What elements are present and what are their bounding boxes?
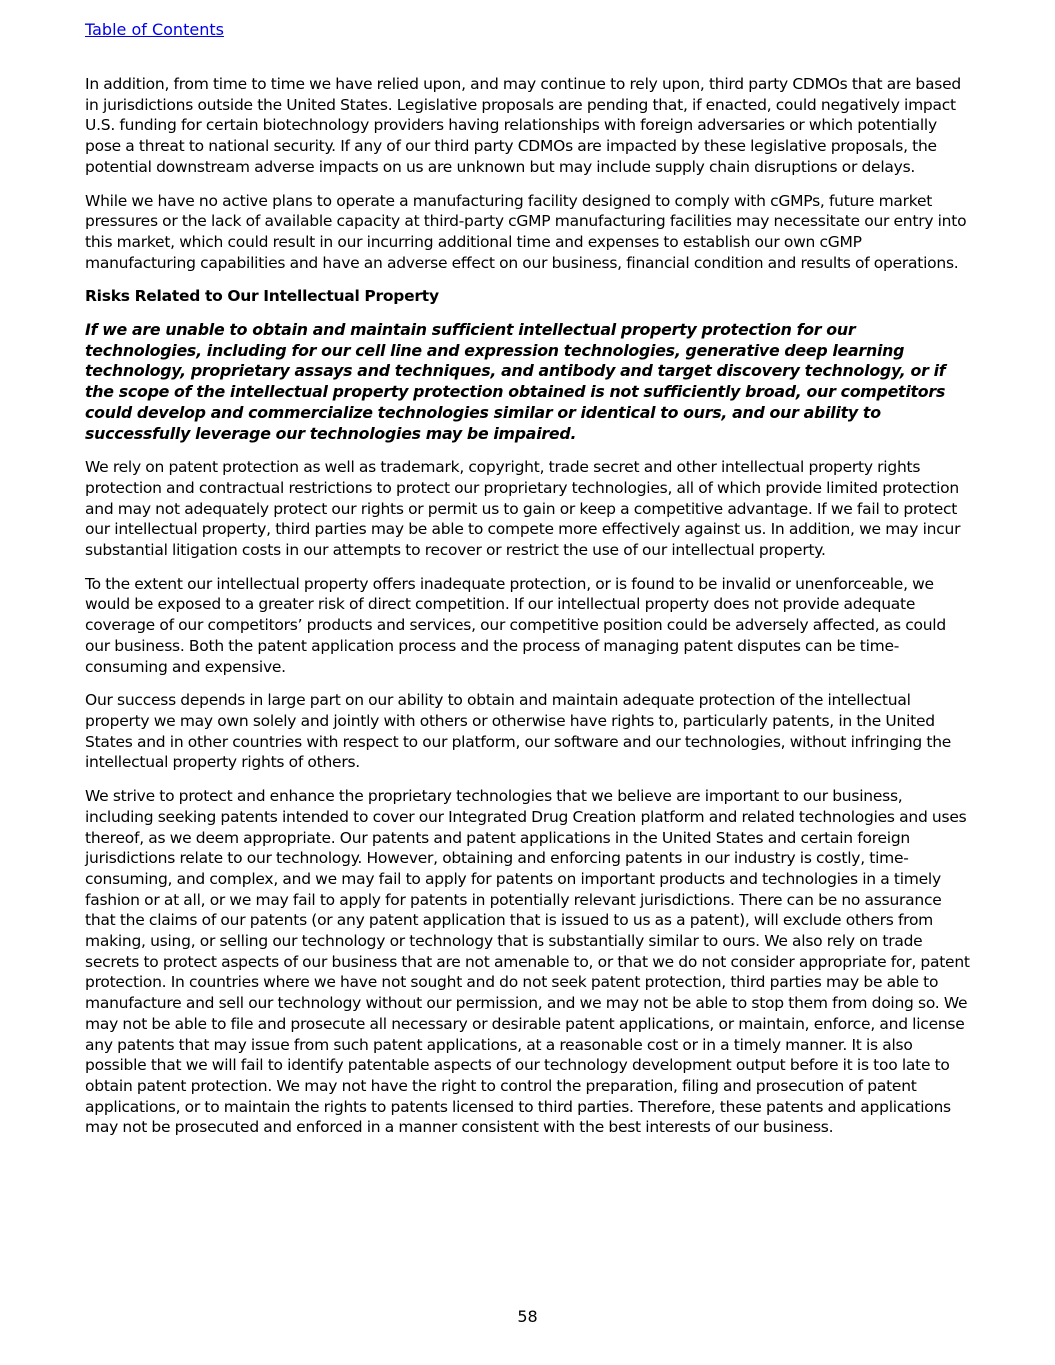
paragraph-strive-to-protect: We strive to protect and enhance the proprietary technologies that we believe are important to our business, including seeking patents intended to cover our Integrated Drug Creation platform and related technologies and uses thereof, as we deem appropriate. Our patents and patent applications in the United States and certain foreign jurisdictions relate to our technology. However, obtaining and enforcing patents in our industry is costly, time-consuming, and complex, and we may fail to apply for patents on important products and technologies in a timely fashion or at all, or we may fail to apply for patents in potentially relevant jurisdictions. There can be no assurance that the claims of our patents (or any patent application that is issued to us as a patent), will exclude others from making, using, or selling our technology or technology that is substantially similar to ours. We also rely on trade secrets to protect aspects of our business that are not amenable to, or that we do not consider appropriate for, patent protection. In countries where we have not sought and do not seek patent protection, third parties may be able to manufacture and sell our technology without our permission, and we may not be able to stop them from doing so. We may not be able to file and prosecute all necessary or desirable patent applications, or maintain, enforce, and license any patents that may issue from such patent applications, at a reasonable cost or in a timely manner. It is also possible that we will fail to identify patentable aspects of our technology development output before it is too late to obtain patent protection. We may not have the right to control the preparation, filing and prosecution of patent applications, or to maintain the rights to patents licensed to third parties. Therefore, these patents and applications may not be prosecuted and enforced in a manner consistent with the best interests of our business.	[85, 787, 970, 1137]
document-page	[85, 18, 970, 1151]
paragraph-manufacturing-facility: While we have no active plans to operate a manufacturing facility designed to comply with cGMPs, future market pressures or the lack of available capacity at third-party cGMP manufacturing facilities may necessitate our entry into this market, which could result in our incurring additional time and expenses to establish our own cGMP manufacturing capabilities and have an adverse effect on our business, financial condition and results of operations.	[85, 191, 967, 272]
paragraph-success-depends: Our success depends in large part on our ability to obtain and maintain adequate protection of the intellectual property we may own solely and jointly with others or otherwise have rights to, particularly patents, in the United States and in other countries with respect to our platform, our software and our technologies, without infringing the intellectual property rights of others.	[85, 691, 952, 772]
paragraph-inadequate-protection: To the extent our intellectual property offers inadequate protection, or is found to be invalid or unenforceable, we would be exposed to a greater risk of direct competition. If our intellectual property does not provide adequate coverage of our competitors’ products and services, our competitive position could be adversely affected, as could our business. Both the patent application process and the process of managing patent disputes can be time-consuming and expensive.	[85, 574, 946, 676]
document-body	[85, 74, 970, 1138]
page-number: 58	[517, 1307, 538, 1326]
risk-factor-heading: If we are unable to obtain and maintain sufficient intellectual property protection for our technologies, including for our cell line and expression technologies, generative deep learning technology, proprietary assays and techniques, and antibody and target discovery technology, or if the scope of the intellectual property protection obtained is not sufficiently broad, our competitors could develop and commercialize technologies similar or identical to ours, and our ability to successfully leverage our technologies may be impaired.	[85, 320, 946, 443]
table-of-contents-link[interactable]: Table of Contents	[85, 20, 224, 39]
paragraph-patent-protection: We rely on patent protection as well as trademark, copyright, trade secret and other intellectual property rights protection and contractual restrictions to protect our proprietary technologies, all of which provide limited protection and may not adequately protect our rights or permit us to gain or keep a competitive advantage. If we fail to protect our intellectual property, third parties may be able to compete more effectively against us. In addition, we may incur substantial litigation costs in our attempts to recover or restrict the use of our intellectual property.	[85, 458, 961, 560]
paragraph-cdmo-legislation: In addition, from time to time we have relied upon, and may continue to rely upon, third party CDMOs that are based in jurisdictions outside the United States. Legislative proposals are pending that, if enacted, could negatively impact U.S. funding for certain biotechnology providers having relationships with foreign adversaries or which potentially pose a threat to national security. If any of our third party CDMOs are impacted by these legislative proposals, the potential downstream adverse impacts on us are unknown but may include supply chain disruptions or delays.	[85, 75, 961, 176]
section-heading: Risks Related to Our Intellectual Property	[85, 287, 439, 306]
